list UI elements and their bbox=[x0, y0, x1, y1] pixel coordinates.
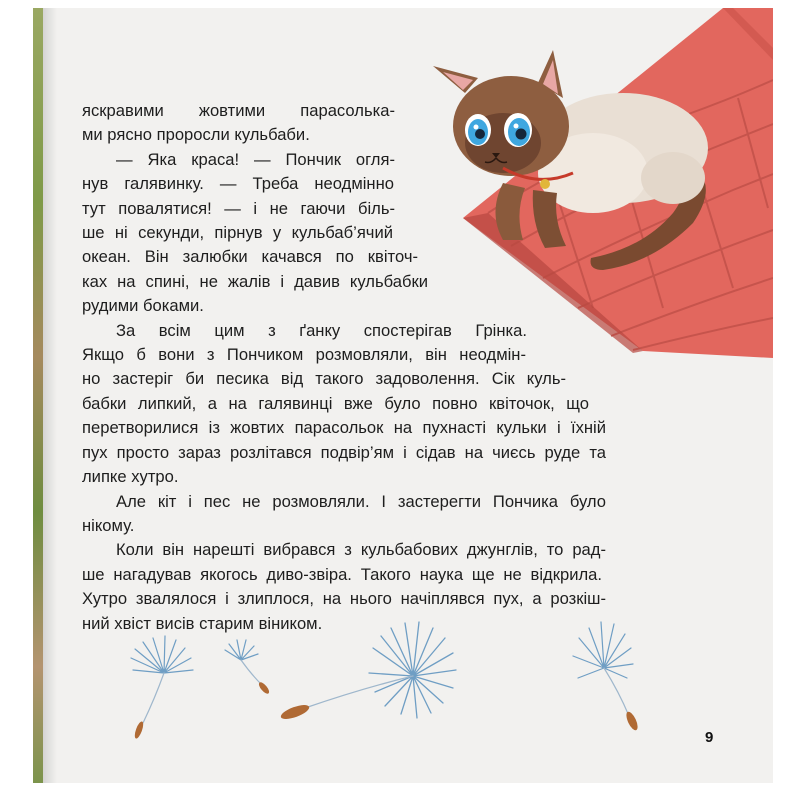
text-line: ний хвіст висів старим віником. bbox=[82, 613, 323, 633]
text-line: липке хутро. bbox=[82, 467, 179, 487]
text-line: перетворилися із жовтих парасольок на пухнасті кульки і їхній bbox=[82, 418, 606, 438]
page-number: 9 bbox=[705, 729, 714, 746]
text-line: Коли він нарешті вибрався з кульбабових джунглів, то рад- bbox=[116, 540, 606, 560]
text-line: Але кіт і пес не розмовляли. І застерегти Пончика було bbox=[116, 491, 606, 511]
text-line: Якщо б вони з Пончиком розмовляли, він неодмін- bbox=[82, 345, 526, 365]
text-line: рудими боками. bbox=[82, 296, 204, 316]
text-line: — Яка краса! — Пончик огля- bbox=[116, 149, 395, 169]
text-line: бабки липкий, а на галявинці вже було повно квіточок, що bbox=[82, 393, 589, 413]
text-line: ках на спині, не жалів і давив кульбабки bbox=[82, 271, 428, 291]
text-line: яскравими жовтими парасолька- bbox=[82, 101, 395, 120]
text-line: пух просто зараз розлітався подвір’ям і сідав на чиєсь руде та bbox=[82, 442, 606, 462]
text-line: тут повалятися! — і не гаючи біль- bbox=[82, 198, 395, 218]
text-line: океан. Він залюбки качався по квіточ- bbox=[82, 247, 418, 267]
text-line: нув галявинку. — Треба неодмінно bbox=[82, 174, 394, 194]
text-line: ми рясно проросли кульбаби. bbox=[82, 125, 310, 145]
text-line: нікому. bbox=[82, 515, 135, 535]
text-line: но застеріг би песика від такого задоволення. Сік куль- bbox=[82, 369, 566, 389]
story-text bbox=[82, 99, 606, 636]
text-line: За всім цим з ґанку спостерігав Грінка. bbox=[116, 320, 527, 340]
text-line: ше нагадував якогось диво-звіра. Такого наука ще не відкрила. bbox=[82, 564, 602, 584]
dandelion-seeds-illustration bbox=[131, 622, 640, 739]
book-page bbox=[33, 8, 773, 783]
text-line: Хутро звалялося і злиплося, на нього начіплявся пух, а розкіш- bbox=[82, 589, 606, 609]
text-line: ше ні секунди, пірнув у кульбаб’ячий bbox=[82, 223, 393, 243]
